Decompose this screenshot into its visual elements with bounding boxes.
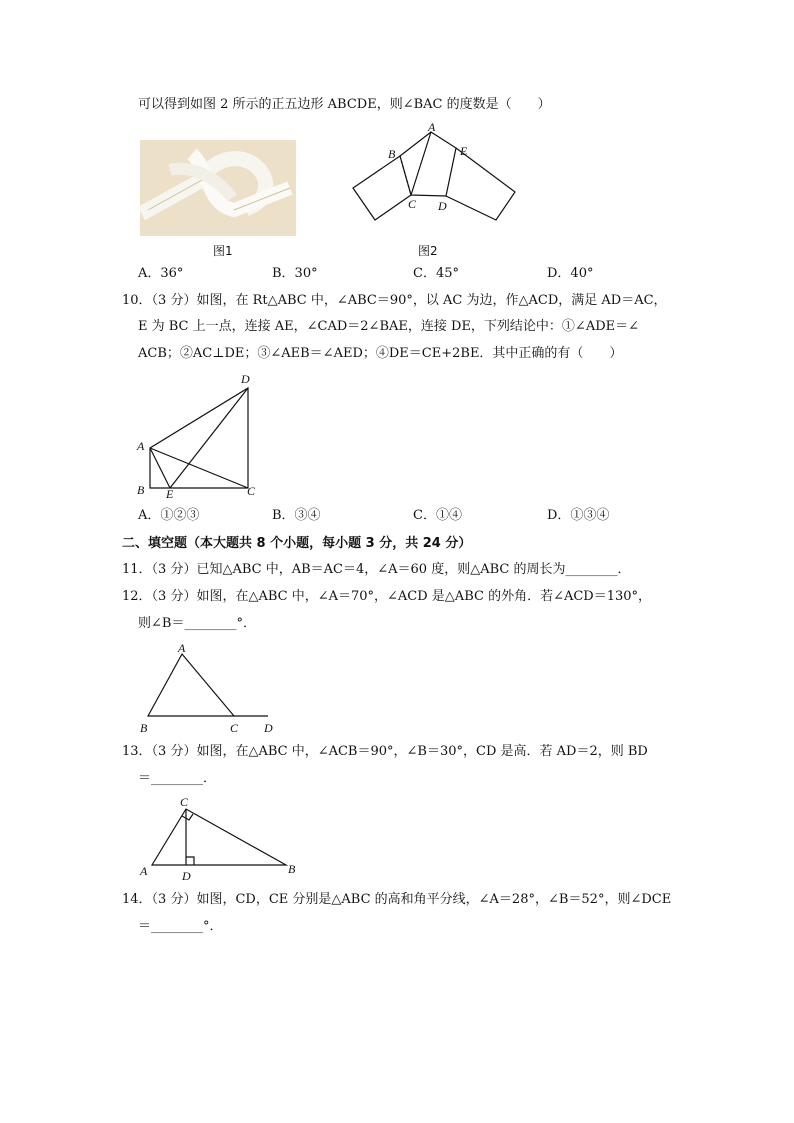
q13-label-a: A <box>140 864 148 878</box>
figure1-caption: 图1 <box>213 244 233 258</box>
fig2-label-c: C <box>408 197 417 211</box>
q10-line2: E 为 BC 上一点，连接 AE，∠CAD＝2∠BAE，连接 DE，下列结论中：①∠ADE＝∠ <box>138 319 640 334</box>
q12-label-b: B <box>140 721 148 735</box>
q12-line2: 则∠B＝________°． <box>138 616 256 631</box>
q10-option-d: D．①③④ <box>547 508 610 523</box>
q9-option-c: C．45° <box>413 266 459 281</box>
q10-label-c: C <box>247 484 256 498</box>
q13-label-d: D <box>182 869 191 883</box>
q12-line1: 12．（3 分）如图，在△ABC 中，∠A＝70°，∠ACD 是△ABC 的外角．若∠ACD＝130°， <box>122 589 652 604</box>
q10-label-b: B <box>137 483 145 497</box>
figure2-caption: 图2 <box>418 244 438 258</box>
q12-label-d: D <box>264 721 273 735</box>
q10-option-c: C．①④ <box>413 508 462 523</box>
q9-stem-continuation: 可以得到如图 2 所示的正五边形 ABCDE，则∠BAC 的度数是（ ） <box>138 97 551 112</box>
q10-label-a: A <box>137 439 145 453</box>
q10-label-d: D <box>241 372 250 386</box>
q13-label-b: B <box>288 862 296 876</box>
q10-line3: ACB；②AC⊥DE；③∠AEB＝∠AED；④DE＝CE+2BE．其中正确的有（ ） <box>138 346 623 361</box>
q13-label-c: C <box>180 795 189 809</box>
fig2-label-b: B <box>388 147 396 161</box>
q12-label-c: C <box>230 721 239 735</box>
q13-figure <box>136 793 306 883</box>
q10-line1: 10．（3 分）如图，在 Rt△ABC 中，∠ABC＝90°，以 AC 为边，作△ACD，满足 AD＝AC， <box>122 293 667 308</box>
fig2-label-e: E <box>460 144 468 158</box>
q13-line2: ＝________． <box>138 771 217 786</box>
q10-label-e: E <box>166 487 174 500</box>
q12-label-a: A <box>178 641 186 655</box>
section-heading: 二、填空题（本大题共 8 个小题，每小题 3 分，共 24 分） <box>122 536 472 551</box>
q14-line1: 14．（3 分）如图，CD，CE 分别是△ABC 的高和角平分线，∠A＝28°，∠B＝52°，则∠DCE <box>122 892 672 907</box>
knot-photo <box>140 140 296 236</box>
q13-line1: 13．（3 分）如图，在△ABC 中，∠ACB＝90°，∠B＝30°，CD 是高．若 AD＝2，则 BD <box>122 744 648 759</box>
q10-option-b: B．③④ <box>272 508 321 523</box>
fig2-label-d: D <box>438 199 447 213</box>
q9-option-d: D．40° <box>547 266 594 281</box>
q10-figure <box>134 370 274 500</box>
pentagon-figure <box>345 118 525 228</box>
q12-figure <box>136 638 286 738</box>
q11-text: 11．（3 分）已知△ABC 中，AB＝AC＝4，∠A＝60 度，则△ABC 的周长为________． <box>122 562 631 577</box>
q9-option-b: B．30° <box>272 266 318 281</box>
q10-option-a: A．①②③ <box>138 508 200 523</box>
fig2-label-a: A <box>428 120 436 134</box>
q14-line2: ＝________°． <box>138 919 223 934</box>
q9-option-a: A．36° <box>138 266 184 281</box>
